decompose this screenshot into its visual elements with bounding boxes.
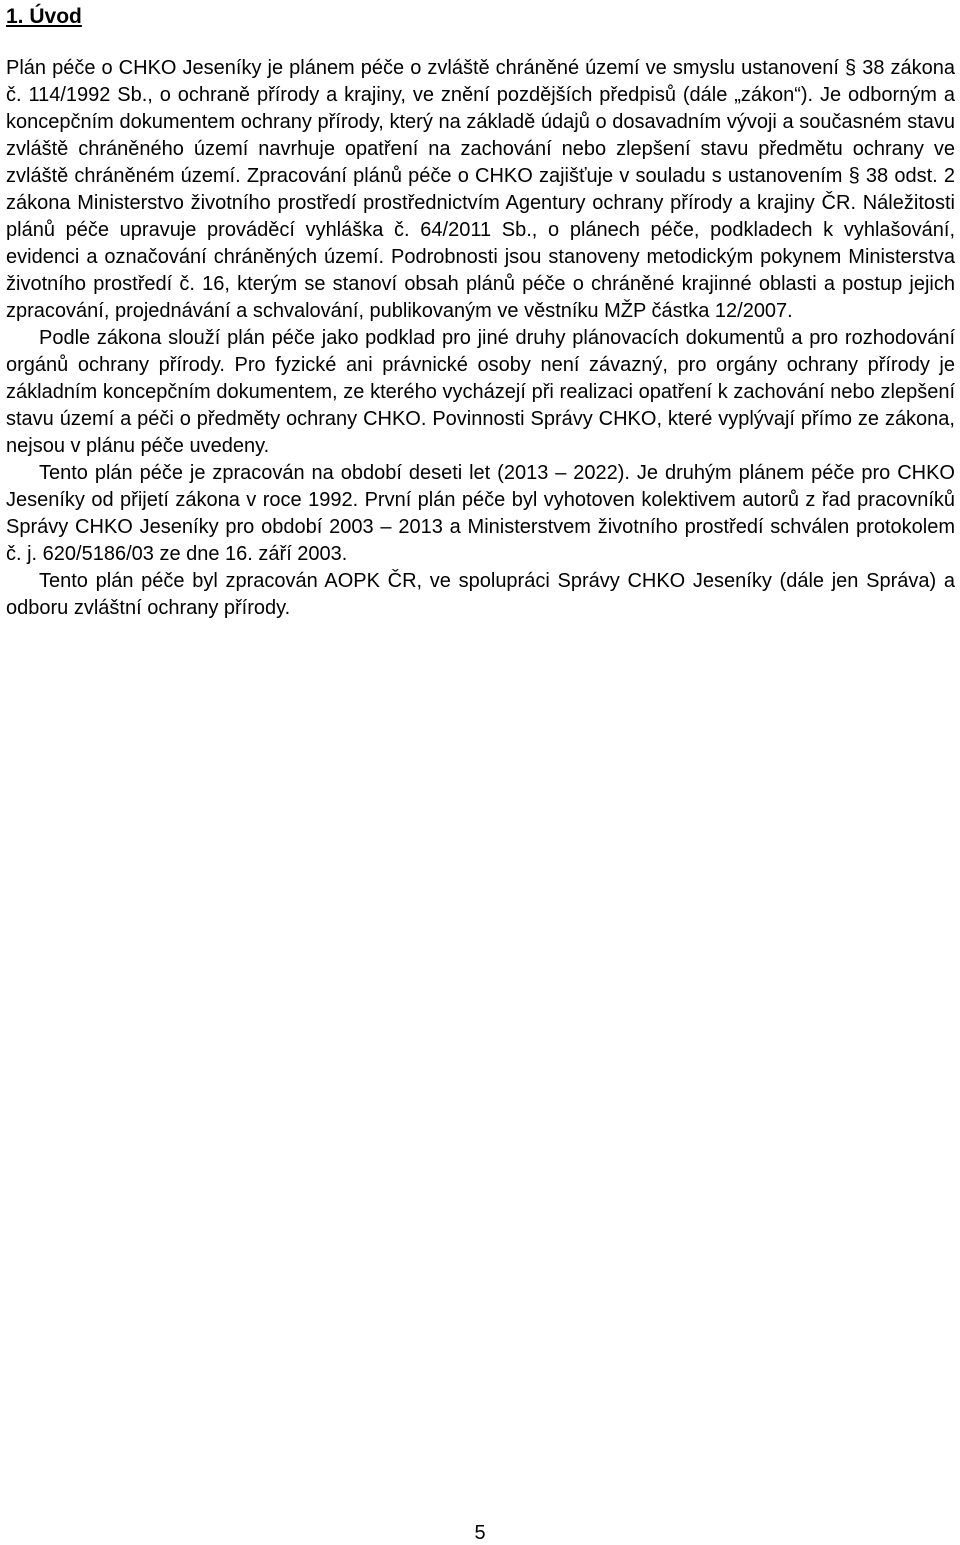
paragraph-intro: Plán péče o CHKO Jeseníky je plánem péče o zvláště chráněné území ve smyslu ustanovení § 38 zákona č. 114/1992 Sb., o ochraně přírody a krajiny, ve znění pozdějších předpisů (dále „zákon“). Je odborným a koncepčním dokumentem ochrany přírody, který na základě údajů o dosavadním vývoji a současném stavu zvláště chráněného území navrhuje opatření na zachování nebo zlepšení stavu předmětu ochrany ve zvláště chráněném území. Zpracování plánů péče o CHKO zajišťuje v souladu s ustanovením § 38 odst. 2 zákona Ministerstvo životního prostředí prostřednictvím Agentury ochrany přírody a krajiny ČR. Náležitosti plánů péče upravuje prováděcí vyhláška č. 64/2011 Sb., o plánech péče, podkladech k vyhlašování, evidenci a označování chráněných území. Podrobnosti jsou stanoveny metodickým pokynem Ministerstva životního prostředí č. 16, kterým se stanoví obsah plánů péče o chráněné krajinné oblasti a postup jejich zpracování, projednávání a schvalování, publikovaným ve věstníku MŽP částka 12/2007. bbox=[6, 57, 955, 322]
paragraph-authors: Tento plán péče byl zpracován AOPK ČR, ve spolupráci Správy CHKO Jeseníky (dále jen Správa) a odboru zvláštní ochrany přírody. bbox=[6, 570, 955, 619]
paragraph-period: Tento plán péče je zpracován na období deseti let (2013 – 2022). Je druhým plánem péče pro CHKO Jeseníky od přijetí zákona v roce 1992. První plán péče byl vyhotoven kolektivem autorů z řad pracovníků Správy CHKO Jeseníky pro období 2003 – 2013 a Ministerstvem životního prostředí schválen protokolem č. j. 620/5186/03 ze dne 16. září 2003. bbox=[6, 462, 955, 565]
paragraph-legal-status: Podle zákona slouží plán péče jako podklad pro jiné druhy plánovacích dokumentů a pro rozhodování orgánů ochrany přírody. Pro fyzické ani právnické osoby není závazný, pro orgány ochrany přírody je základním koncepčním dokumentem, ze kterého vycházejí při realizaci opatření k zachování nebo zlepšení stavu území a péči o předměty ochrany CHKO. Povinnosti Správy CHKO, které vyplývají přímo ze zákona, nejsou v plánu péče uvedeny. bbox=[6, 327, 955, 457]
page-number: 5 bbox=[474, 1522, 486, 1544]
document-body bbox=[6, 55, 955, 622]
section-heading: 1. Úvod bbox=[6, 5, 82, 28]
